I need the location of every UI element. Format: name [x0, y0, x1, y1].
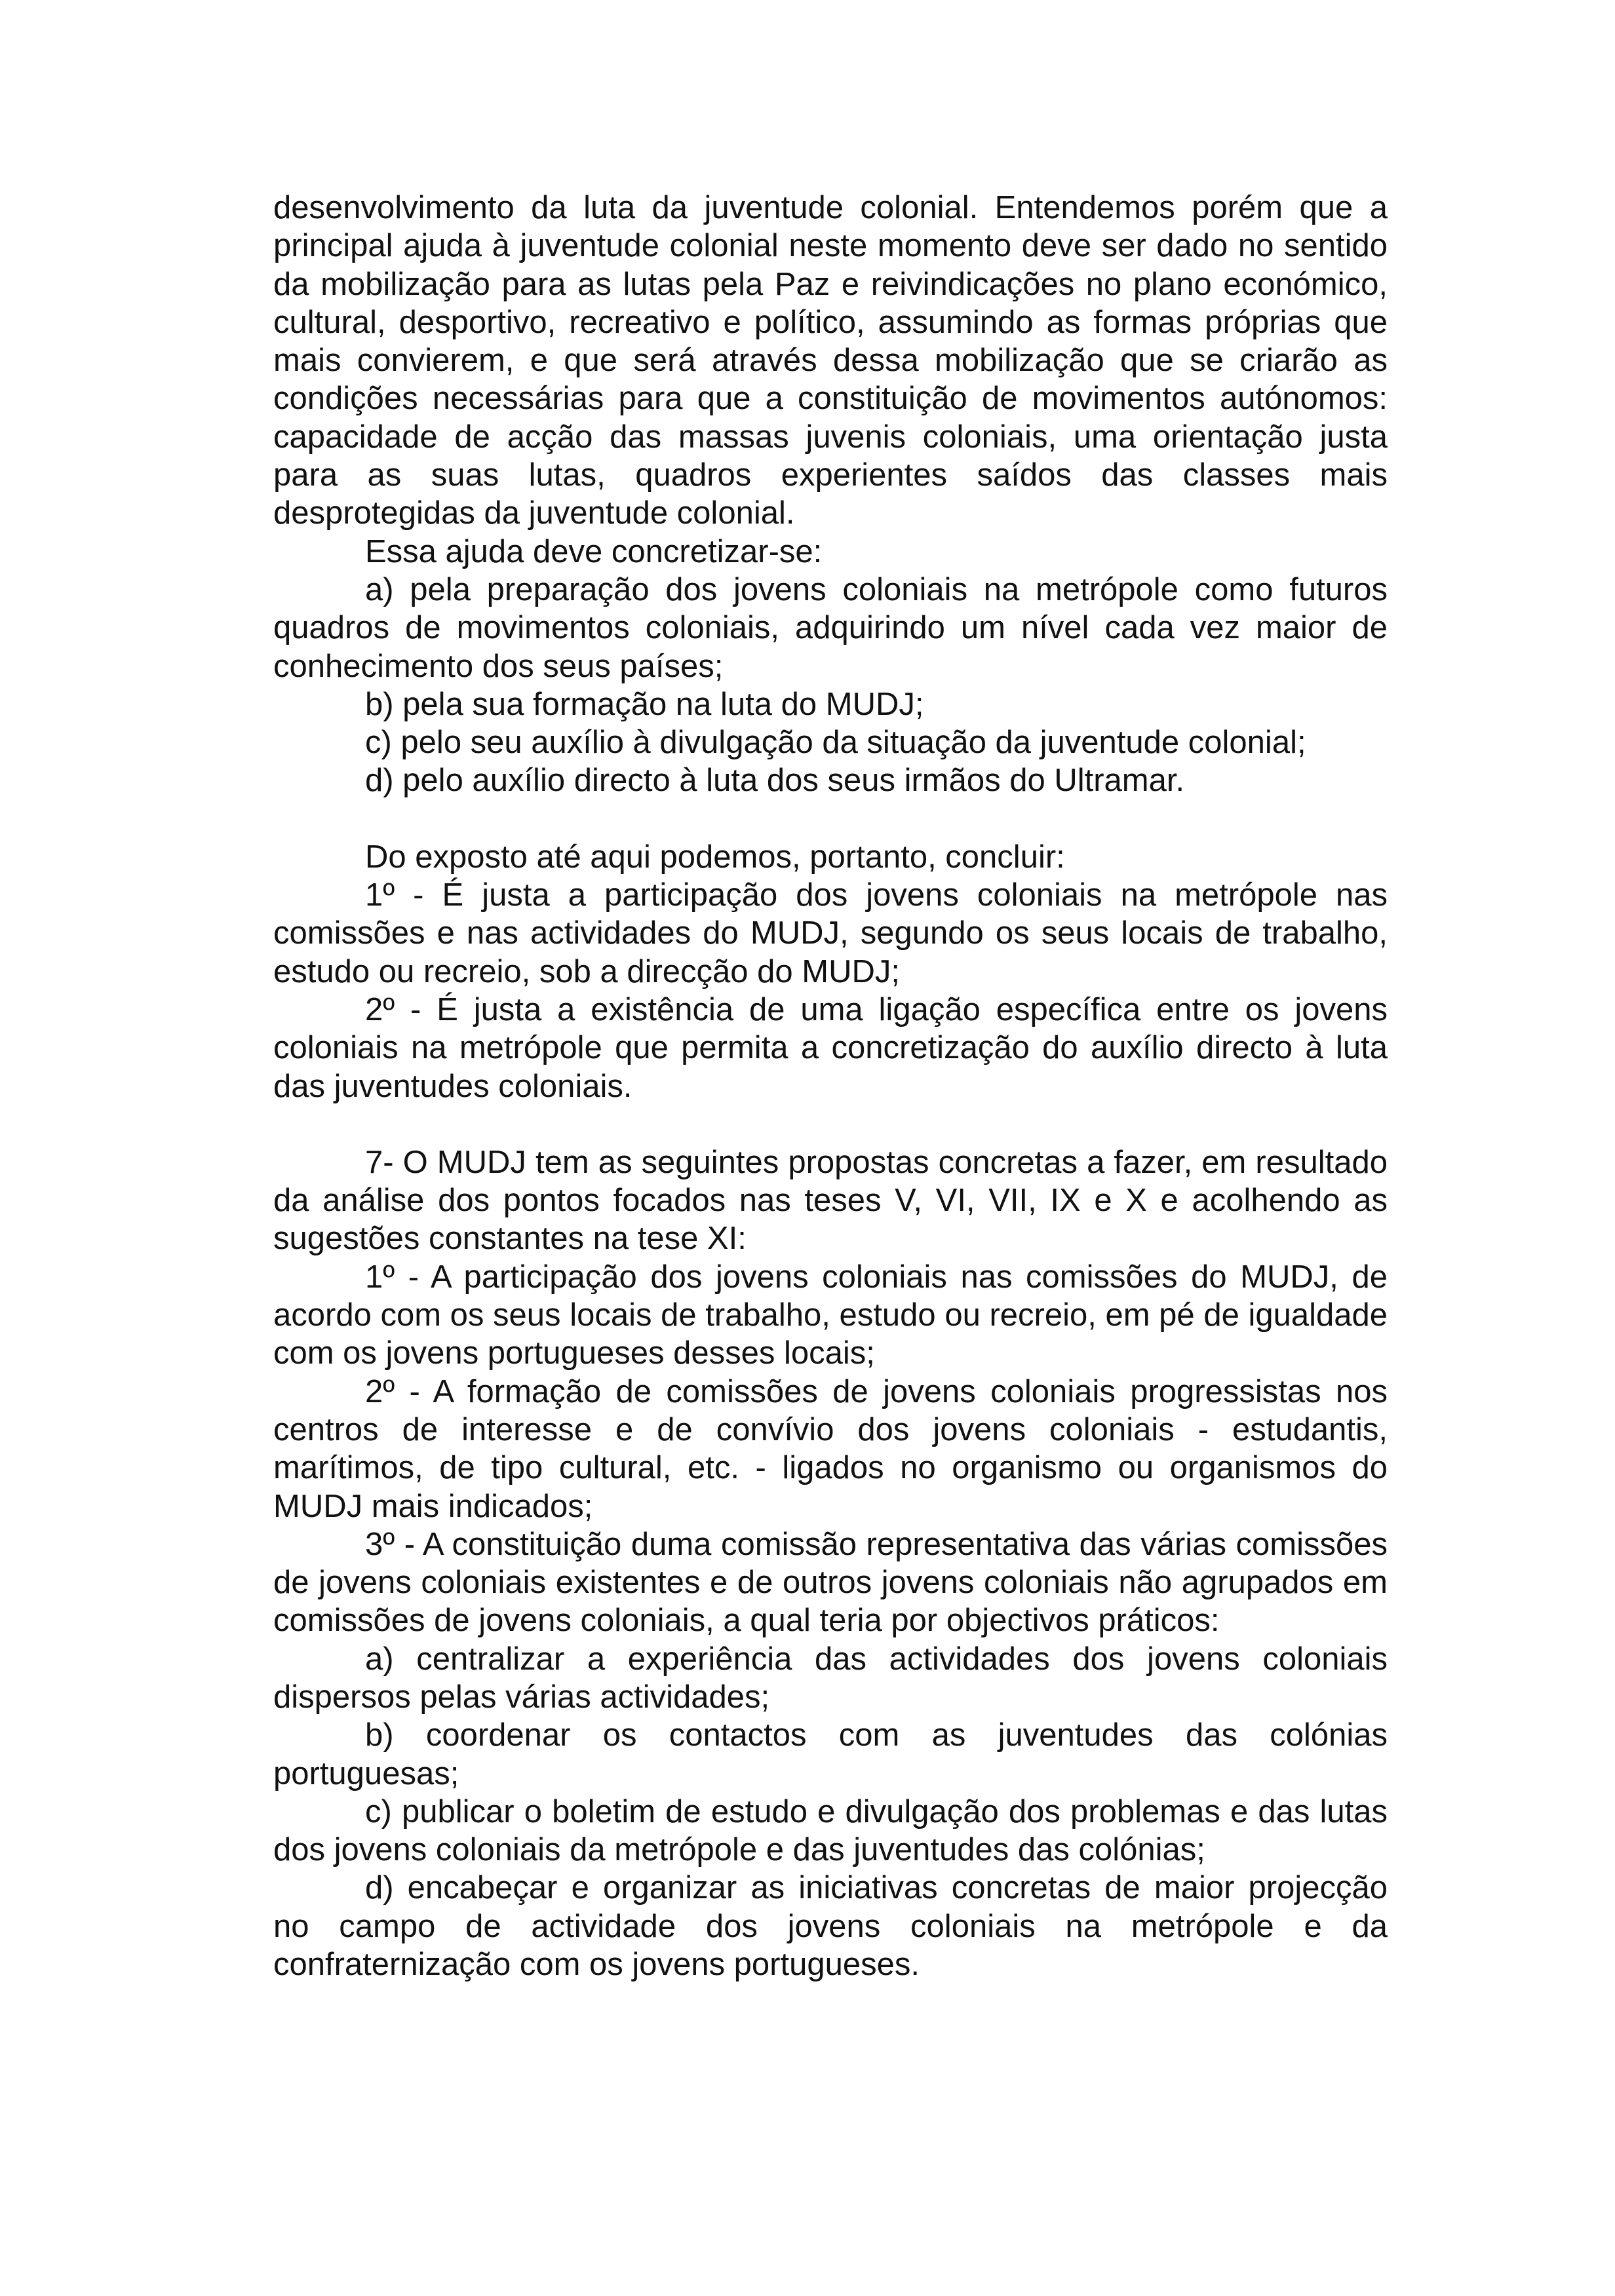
list-item-objective-d: d) encabeçar e organizar as iniciativas concretas de maior projecção no campo de actividade dos jovens coloniais na metrópole e da confraternização com os jovens portugueses. [273, 1870, 1388, 1983]
list-item-objective-c: c) publicar o boletim de estudo e divulgação dos problemas e das lutas dos jovens coloniais da metrópole e das juventudes das colónias; [273, 1793, 1388, 1868]
list-item-help-b: b) pela sua formação na luta do MUDJ; [365, 686, 924, 722]
paragraph-continuation: desenvolvimento da luta da juventude colonial. Entendemos porém que a principal ajuda à juventude colonial neste momento deve ser dado no sentido da mobilização para as lutas pela Paz e reivindicações no plano económico, cultural, desportivo, recreativo e político, assumindo as formas próprias que mais convierem, e que será através dessa mobilização que se criarão as condições necessárias para que a constituição de movimentos autónomos: capacidade de acção das massas juvenis coloniais, uma orientação justa para as suas lutas, quadros experientes saídos das classes mais desprotegidas da juventude colonial. [273, 190, 1388, 531]
paragraph-help-intro: Essa ajuda deve concretizar-se: [365, 533, 823, 569]
paragraph-conclusion-intro: Do exposto até aqui podemos, portanto, concluir: [365, 839, 1065, 875]
list-item-conclusion-2: 2º - É justa a existência de uma ligação específica entre os jovens coloniais na metrópole que permita a concretização do auxílio directo à luta das juventudes coloniais. [273, 991, 1388, 1104]
list-item-proposal-2: 2º - A formação de comissões de jovens coloniais progressistas nos centros de interesse e de convívio dos jovens coloniais - estudantis, marítimos, de tipo cultural, etc. - ligados no organismo ou organismos do MUDJ mais indicados; [273, 1373, 1388, 1524]
list-item-help-d: d) pelo auxílio directo à luta dos seus irmãos do Ultramar. [365, 763, 1185, 799]
list-item-conclusion-1: 1º - É justa a participação dos jovens coloniais na metrópole nas comissões e nas actividades do MUDJ, segundo os seus locais de trabalho, estudo ou recreio, sob a direcção do MUDJ; [273, 877, 1388, 989]
section-7-heading-paragraph: 7- O MUDJ tem as seguintes propostas concretas a fazer, em resultado da análise dos pontos focados nas teses V, VI, VII, IX e X e acolhendo as sugestões constantes na tese XI: [273, 1144, 1388, 1257]
list-item-help-a: a) pela preparação dos jovens coloniais na metrópole como futuros quadros de movimentos coloniais, adquirindo um nível cada vez maior de conhecimento dos seus países; [273, 571, 1388, 684]
list-item-proposal-3: 3º - A constituição duma comissão representativa das várias comissões de jovens coloniais existentes e de outros jovens coloniais não agrupados em comissões de jovens coloniais, a qual teria por objectivos práticos: [273, 1526, 1388, 1639]
list-item-objective-b: b) coordenar os contactos com as juventudes das colónias portuguesas; [273, 1717, 1388, 1791]
list-item-proposal-1: 1º - A participação dos jovens coloniais nas comissões do MUDJ, de acordo com os seus locais de trabalho, estudo ou recreio, em pé de igualdade com os jovens portugueses desses locais; [273, 1259, 1388, 1371]
document-body [273, 189, 1388, 1983]
list-item-help-c: c) pelo seu auxílio à divulgação da situação da juventude colonial; [365, 725, 1306, 761]
list-item-objective-a: a) centralizar a experiência das actividades dos jovens coloniais dispersos pelas várias actividades; [273, 1641, 1388, 1715]
